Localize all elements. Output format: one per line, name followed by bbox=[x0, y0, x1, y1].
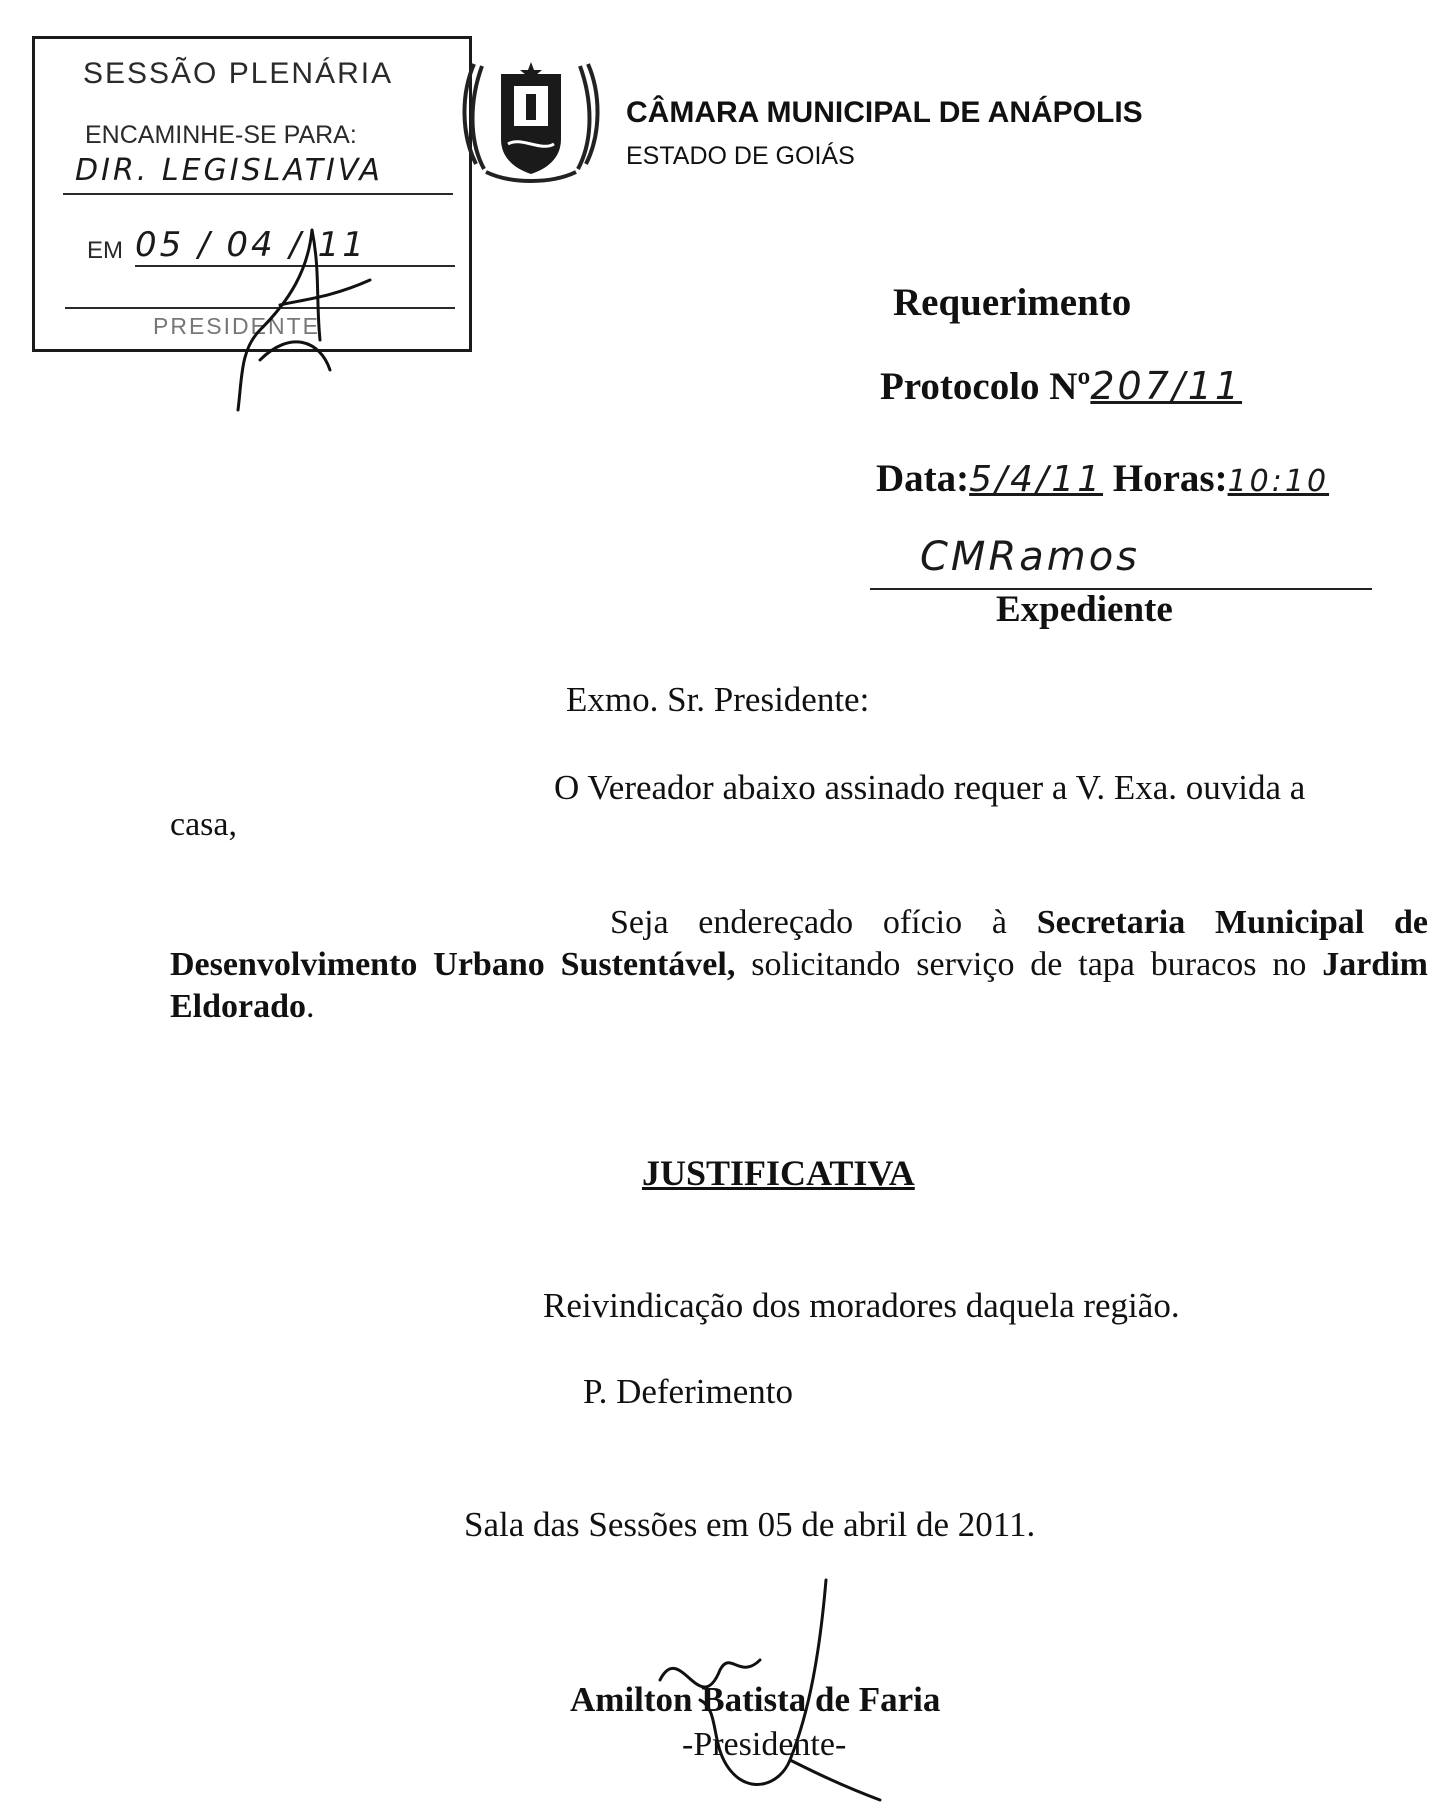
intro-line: O Vereador abaixo assinado requer a V. Exa. ouvida a bbox=[554, 768, 1306, 807]
request-end: . bbox=[306, 988, 315, 1025]
place-date: Sala das Sessões em 05 de abril de 2011. bbox=[464, 1505, 1036, 1544]
protocol-date-row bbox=[876, 456, 1329, 501]
signer-role: -Presidente- bbox=[682, 1726, 847, 1763]
stamp-date-value: 05 / 04 / 11 bbox=[135, 225, 367, 265]
justification-heading: JUSTIFICATIVA bbox=[642, 1153, 915, 1193]
protocol-number: 207/11 bbox=[1090, 364, 1243, 408]
institution-state: ESTADO DE GOIÁS bbox=[626, 142, 855, 170]
stamp-line bbox=[63, 193, 453, 195]
document-type: Requerimento bbox=[893, 281, 1132, 324]
protocol-date-label: Data: bbox=[876, 457, 970, 500]
institution-name: CÂMARA MUNICIPAL DE ANÁPOLIS bbox=[626, 96, 1143, 129]
request-middle: solicitando serviço de tapa buracos no bbox=[735, 946, 1323, 983]
coat-of-arms-logo bbox=[456, 44, 606, 184]
request-paragraph bbox=[170, 902, 1428, 1028]
stamp-signer-label: PRESIDENTE bbox=[153, 313, 320, 339]
justification-text: Reivindicação dos moradores daquela região. bbox=[543, 1286, 1180, 1325]
expediente-signature: CMRamos bbox=[920, 534, 1141, 580]
stamp-forward-label: ENCAMINHE-SE PARA: bbox=[85, 121, 357, 149]
salutation: Exmo. Sr. Presidente: bbox=[566, 680, 870, 719]
protocol-hours: 10:10 bbox=[1227, 464, 1330, 499]
request-neighborhood: Jardim Eldorado bbox=[170, 946, 1428, 1025]
request-secretariat: Secretaria Municipal de Desenvolvimento Urbano Sustentável, bbox=[170, 904, 1429, 983]
signer-name: Amilton Batista de Faria bbox=[570, 1680, 941, 1719]
protocol-hours-label: Horas: bbox=[1112, 457, 1228, 500]
protocol-label: Protocolo Nº bbox=[880, 365, 1091, 408]
stamp-date-label: EM bbox=[87, 237, 123, 264]
request-start: Seja endereçado ofício à bbox=[610, 904, 1037, 941]
stamp-forward-value: DIR. LEGISLATIVA bbox=[75, 153, 383, 188]
stamp-signature bbox=[220, 210, 380, 420]
stamp-title: SESSÃO PLENÁRIA bbox=[83, 57, 394, 90]
closing-formula: P. Deferimento bbox=[583, 1372, 793, 1411]
intro-continuation: casa, bbox=[170, 806, 238, 843]
expediente-label: Expediente bbox=[996, 589, 1173, 630]
protocol-date: 5/4/11 bbox=[969, 459, 1104, 500]
protocol-number-row bbox=[880, 364, 1242, 409]
